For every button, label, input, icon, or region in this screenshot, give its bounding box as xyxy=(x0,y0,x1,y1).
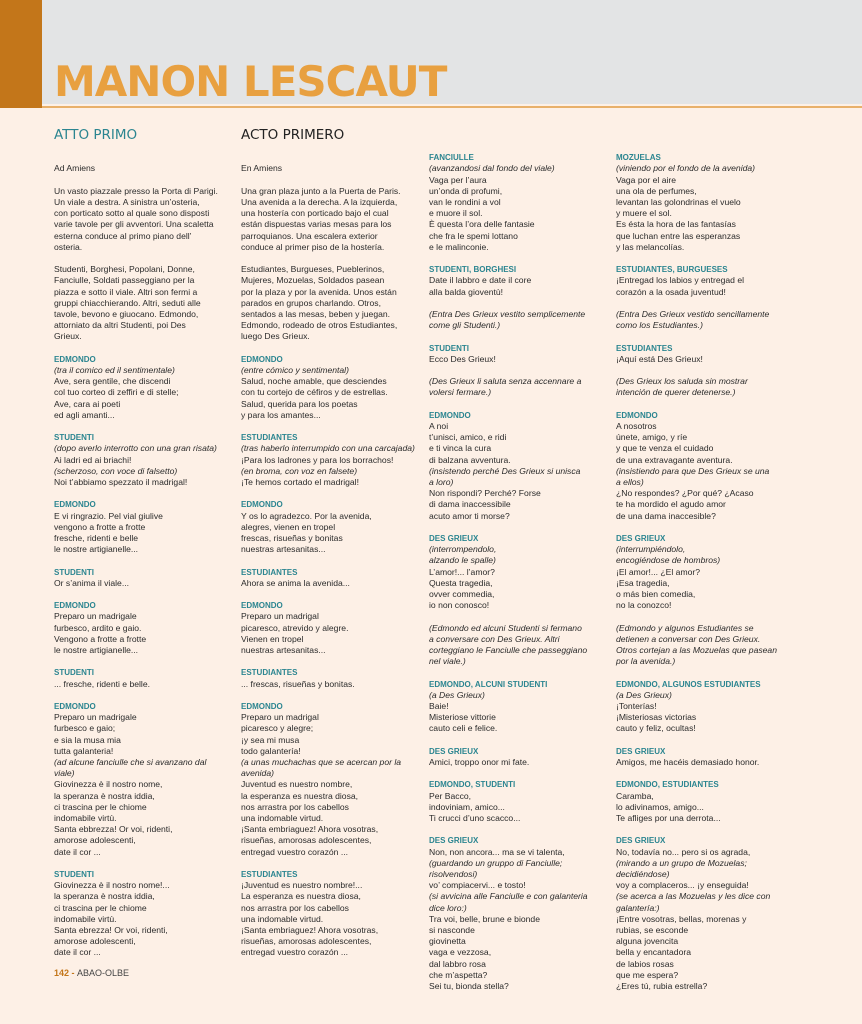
stage-direction: (a unas muchachas que se acercan por la avenida) xyxy=(241,757,402,779)
stage-direction: (ad alcune fanciulle che si avanzano dal viale) xyxy=(54,757,207,779)
verse-text: Amici, troppo onor mi fate. xyxy=(429,757,530,768)
libretto-block xyxy=(54,264,239,342)
stage-direction: (a Des Grieux) xyxy=(429,689,485,700)
speaker-name: EDMONDO, ALGUNOS ESTUDIANTES xyxy=(616,679,761,689)
verse-text: ¡El amor!... ¿El amor? ¡Esa tragedia, o más bien comedia, no la conozco! xyxy=(616,566,701,611)
libretto-block xyxy=(54,163,239,174)
verse-text: ¡Te hemos cortado el madrigal! xyxy=(241,477,359,488)
speaker-name: EDMONDO, STUDENTI xyxy=(429,780,516,790)
verse-text: Ai ladri ed ai briachi! xyxy=(54,454,132,465)
verse-text: ¡Tonterías! ¡Misteriosas victorias cauto y feliz, ocultas! xyxy=(616,701,697,734)
verse-text: Baie! Misteriose vittorie cauto celi e felice. xyxy=(429,701,498,734)
stage-direction: (Entra Des Grieux vestido sencillamente como los Estudiantes.) xyxy=(616,309,770,331)
speaker-name: STUDENTI xyxy=(429,343,469,353)
verse-text: A noi t’unisci, amico, e ridi e ti vinca la cura di balzana avventura. xyxy=(429,421,511,465)
libretto-block xyxy=(616,533,801,611)
libretto-block xyxy=(429,835,614,992)
verse-text: A nosotros únete, amigo, y ríe y que te venza el cuidado de una extravagante aventura. xyxy=(616,421,733,465)
verse-text: ¡Juventud es nuestro nombre!... La esperanza es nuestra diosa, nos arrastra por los cabellos una indomable virtud. ¡Santa embriaguez! Ahora vosotras, risueñas, amorosas adolescentes, entregad vuestro corazón ... xyxy=(241,880,379,958)
libretto-block xyxy=(429,376,614,398)
verse-text: No, todavía no... pero si os agrada, xyxy=(616,846,751,857)
verse-text: Giovinezza è il nostro nome, la speranza è nostra iddia, ci trascina per le chiome indomabile virtù. Santa ebbrezza! Or voi, ridenti, amorose adolescenti, date il cor ... xyxy=(54,779,173,857)
speaker-name: EDMONDO, ESTUDIANTES xyxy=(616,780,719,790)
footer-brand: ABAO-OLBE xyxy=(77,968,130,978)
stage-direction: (viniendo por el fondo de la avenida) xyxy=(616,163,756,174)
page-title: MANON LESCAUT xyxy=(54,57,447,106)
speaker-name: EDMONDO xyxy=(54,702,96,712)
libretto-block xyxy=(54,499,239,555)
verse-text: Ad Amiens xyxy=(54,163,96,174)
speaker-name: DES GRIEUX xyxy=(429,836,479,846)
stage-direction: (insistiendo para que Des Grieux se una a ellos) xyxy=(616,465,770,488)
speaker-name: ESTUDIANTES xyxy=(616,343,673,353)
speaker-name: EDMONDO xyxy=(241,601,283,611)
verse-text: Non, non ancora... ma se vi talenta, xyxy=(429,846,565,857)
libretto-block xyxy=(241,600,426,656)
verse-text: vo’ compiacervi... e tosto! xyxy=(429,880,526,891)
stage-direction: (avanzandosi dal fondo del viale) xyxy=(429,163,555,174)
speaker-name: DES GRIEUX xyxy=(616,534,666,544)
stage-direction: (Entra Des Grieux vestito semplicemente come gli Studenti.) xyxy=(429,309,586,331)
verse-text: Noi t’abbiamo spezzato il madrigal! xyxy=(54,477,188,488)
stage-direction: (entre cómico y sentimental) xyxy=(241,365,349,376)
libretto-block xyxy=(241,567,426,589)
verse-text: ¡Entregad los labios y entregad el corazón a la osada juventud! xyxy=(616,275,745,297)
libretto-block xyxy=(241,499,426,555)
libretto-block xyxy=(429,309,614,331)
corner-block xyxy=(0,0,42,108)
verse-text: Salud, noche amable, que desciendes con tu cortejo de céfiros y de estrellas. Salud, querida para los poetas y para los amantes... xyxy=(241,376,388,420)
speaker-name: STUDENTI xyxy=(54,433,94,443)
stage-direction: (Edmondo ed alcuni Studenti si fermano a conversare con Des Grieux. Altri corteggiano le Fanciulle che passeggiano nel viale.) xyxy=(429,622,588,667)
speaker-name: ESTUDIANTES xyxy=(241,668,298,678)
column-italian-left xyxy=(54,116,239,981)
column-spanish-right xyxy=(616,141,801,1015)
verse-text: Or s’anima il viale... xyxy=(54,577,129,588)
stage-direction: (guardando un gruppo di Fanciulle; risolvendosi) xyxy=(429,857,563,880)
speaker-name: EDMONDO xyxy=(241,500,283,510)
verse-text: Preparo un madrigale furbesco e gaio; e sia la musa mia tutta galanteria! xyxy=(54,712,137,756)
libretto-block xyxy=(54,567,239,589)
column-spanish-left xyxy=(241,116,426,981)
verse-text: Preparo un madrigale furbesco, ardito e gaio. Vengono a frotte a frotte le nostre artigianelle... xyxy=(54,611,147,656)
speaker-name: EDMONDO xyxy=(54,601,96,611)
page-number: 142 xyxy=(54,968,70,978)
libretto-block xyxy=(429,679,614,735)
libretto-block xyxy=(429,410,614,522)
verse-text: ¡Entre vosotras, bellas, morenas y rubias, se esconde alguna jovencita bella y encantadora de labios rosas que me espera? ¿Eres tú, rubia estrella? xyxy=(616,913,747,992)
verse-text: ¡Para los ladrones y para los borrachos! xyxy=(241,454,394,465)
verse-text: Giovinezza è il nostro nome!... la speranza è nostra iddia, ci trascina per le chiome indomabile virtù. Santa ebrezza! Or voi, ridenti, amorose adolescenti, date il cor ... xyxy=(54,880,170,958)
libretto-block xyxy=(241,667,426,689)
verse-text: Vaga por el aire una ola de perfumes, levantan las golondrinas el vuelo y muere el sol. Es ésta la hora de las fantasías que luchan entre las esperanzas y las melancolías. xyxy=(616,174,741,252)
verse-text: Y os lo agradezco. Por la avenida, alegres, vienen en tropel frescas, risueñas y bonitas nuestras artesanitas... xyxy=(241,510,372,555)
verse-text: ... frescas, risueñas y bonitas. xyxy=(241,678,355,689)
stage-direction: (si avvicina alle Fanciulle e con galanteria dice loro:) xyxy=(429,891,588,913)
verse-text: Non rispondi? Perché? Forse di dama inaccessibile acuto amor ti morse? xyxy=(429,488,541,521)
speaker-name: ESTUDIANTES xyxy=(241,567,298,577)
libretto-block xyxy=(616,376,801,398)
stage-direction: (interrumpiéndolo, encogiéndose de hombros) xyxy=(616,544,721,566)
libretto-block xyxy=(54,600,239,656)
stage-direction: (en broma, con voz en falsete) xyxy=(241,465,358,476)
libretto-block xyxy=(241,701,426,858)
libretto-block xyxy=(241,163,426,174)
verse-text: ¿No respondes? ¿Por qué? ¿Acaso te ha mordido el agudo amor de una dama inaccesible? xyxy=(616,488,754,521)
stage-direction: (se acerca a las Mozuelas y les dice con galantería:) xyxy=(616,891,771,913)
verse-text: Preparo un madrigal picaresco, atrevido y alegre. Vienen en tropel nuestras artesanitas... xyxy=(241,611,349,656)
stage-direction: (dopo averlo interrotto con una gran risata) xyxy=(54,443,217,454)
libretto-block xyxy=(616,410,801,522)
verse-text: L’amor!... l’amor? Questa tragedia, ovver commedia, io non conosco! xyxy=(429,566,495,611)
title-rule xyxy=(42,106,862,108)
speaker-name: DES GRIEUX xyxy=(429,534,479,544)
speaker-name: EDMONDO xyxy=(241,702,283,712)
speaker-name: DES GRIEUX xyxy=(429,746,479,756)
speaker-name: ESTUDIANTES, BURGUESES xyxy=(616,265,728,275)
stage-direction: (mirando a un grupo de Mozuelas; decidiéndose) xyxy=(616,857,747,880)
libretto-block xyxy=(429,779,614,824)
speaker-name: STUDENTI xyxy=(54,668,94,678)
stage-direction: (insistendo perché Des Grieux si unisca a loro) xyxy=(429,465,581,488)
libretto-block xyxy=(429,533,614,611)
verse-text: Estudiantes, Burgueses, Pueblerinos, Mujeres, Mozuelas, Soldados pasean por la plaza y por la avenida. Unos están parados en grupos charlando. Otros, sentados a las mesas, beben y juegan. Edmondo, rodeado de otros Estudiantes, luego Des Grieux. xyxy=(241,264,398,342)
stage-direction: (Des Grieux li saluta senza accennare a volersi fermare.) xyxy=(429,376,582,398)
libretto-block xyxy=(616,152,801,253)
libretto-block xyxy=(241,869,426,959)
libretto-block xyxy=(616,343,801,365)
speaker-name: EDMONDO xyxy=(54,500,96,510)
libretto-block xyxy=(54,667,239,689)
libretto-block xyxy=(54,432,239,488)
verse-text: Per Bacco, indoviniam, amico... Ti crucci d’uno scacco... xyxy=(429,790,521,824)
libretto-block xyxy=(616,835,801,992)
stage-direction: (tras haberlo interrumpido con una carcajada) xyxy=(241,443,415,454)
stage-direction: (tra il comico ed il sentimentale) xyxy=(54,365,175,376)
libretto-block xyxy=(241,354,426,421)
libretto-block xyxy=(616,779,801,824)
libretto-block xyxy=(429,343,614,365)
libretto-block xyxy=(616,746,801,768)
libretto-block xyxy=(54,869,239,959)
speaker-name: ESTUDIANTES xyxy=(241,433,298,443)
speaker-name: DES GRIEUX xyxy=(616,836,666,846)
verse-text: ¡Aquí está Des Grieux! xyxy=(616,353,703,364)
libretto-block xyxy=(429,264,614,298)
verse-text: En Amiens xyxy=(241,163,283,174)
speaker-name: FANCIULLE xyxy=(429,153,474,163)
libretto-block xyxy=(429,152,614,253)
stage-direction: (Des Grieux los saluda sin mostrar intención de querer detenerse.) xyxy=(616,376,748,398)
speaker-name: EDMONDO xyxy=(241,354,283,364)
libretto-block xyxy=(54,354,239,421)
verse-text: Studenti, Borghesi, Popolani, Donne, Fanciulle, Soldati passeggiano per la piazza e sotto il viale. Altri son fermi a gruppi chiacchierando. Altri, seduti alle tavole, bevono e giuocano. Edmondo, attorniato da altri Studenti, poi Des Grieux. xyxy=(54,264,201,342)
verse-text: Caramba, lo adivinamos, amigo... Te afliges por una derrota... xyxy=(616,790,721,824)
libretto-block xyxy=(616,264,801,298)
act-heading-italian: ATTO PRIMO xyxy=(54,127,138,144)
verse-text: Una gran plaza junto a la Puerta de Paris. Una avenida a la derecha. A la izquierda, una hostería con porticado bajo el cual están dispuestas varias mesas para los parroquianos. Una escalera exterior conduce al primer piso de la hostería. xyxy=(241,185,401,252)
act-heading-spanish: ACTO PRIMERO xyxy=(241,127,345,144)
libretto-block xyxy=(616,679,801,735)
speaker-name: STUDENTI, BORGHESI xyxy=(429,265,517,275)
verse-text: Ave, sera gentile, che discendi col tuo corteo di zeffiri e di stelle; Ave, cara ai poeti ed agli amanti... xyxy=(54,376,179,420)
stage-direction: (a Des Grieux) xyxy=(616,689,672,700)
speaker-name: DES GRIEUX xyxy=(616,746,666,756)
libretto-block xyxy=(241,432,426,488)
verse-text: ... fresche, ridenti e belle. xyxy=(54,678,151,689)
libretto-block xyxy=(616,309,801,331)
libretto-block xyxy=(241,186,426,253)
verse-text: E vi ringrazio. Pel vial giulive vengono a frotte a frotte fresche, ridenti e belle le nostre artigianelle... xyxy=(54,510,163,555)
libretto-block xyxy=(429,623,614,668)
libretto-block xyxy=(616,623,801,668)
verse-text: Tra voi, belle, brune e bionde si nasconde giovinetta vaga e vezzosa, dal labbro rosa che m’aspetta? Sei tu, bionda stella? xyxy=(429,913,540,992)
speaker-name: EDMONDO, ALCUNI STUDENTI xyxy=(429,679,548,689)
speaker-name: STUDENTI xyxy=(54,567,94,577)
verse-text: Date il labbro e date il core alla balda gioventù! xyxy=(429,275,532,297)
stage-direction: (Edmondo y algunos Estudiantes se detienen a conversar con Des Grieux. Otros cortejan a las Mozuelas que pasean por la avenida.) xyxy=(616,622,777,667)
page-footer xyxy=(54,968,129,978)
column-italian-right xyxy=(429,141,614,1015)
stage-direction: (interrompendolo, alzando le spalle) xyxy=(429,544,497,566)
verse-text: voy a complaceros... ¡y enseguida! xyxy=(616,880,749,891)
verse-text: Juventud es nuestro nombre, la esperanza es nuestra diosa, nos arrastra por los cabellos una indomable virtud. ¡Santa embriaguez! Ahora vosotras, risueñas, amorosas adolescentes, entregad vuestro corazón ... xyxy=(241,779,379,857)
verse-text: Un vasto piazzale presso la Porta di Parigi. Un viale a destra. A sinistra un’osteria, con porticato sotto al quale sono disposti varie tavole per gli avventori. Una scaletta esterna conduce al primo piano dell’ osteria. xyxy=(54,185,218,252)
verse-text: Ahora se anima la avenida... xyxy=(241,577,350,588)
verse-text: Amigos, me hacéis demasiado honor. xyxy=(616,757,760,768)
speaker-name: EDMONDO xyxy=(54,354,96,364)
libretto-block xyxy=(241,264,426,342)
libretto-block xyxy=(429,746,614,768)
footer-separator: - xyxy=(69,968,78,978)
speaker-name: ESTUDIANTES xyxy=(241,870,298,880)
verse-text: Vaga per l’aura un’onda di profumi, van le rondini a vol e muore il sol. È questa l’ora delle fantasie che fra le spemi lottano e le malinconie. xyxy=(429,174,535,252)
verse-text: Preparo un madrigal picaresco y alegre; ¡y sea mi musa todo galantería! xyxy=(241,712,319,756)
verse-text: Ecco Des Grieux! xyxy=(429,353,496,364)
libretto-block xyxy=(54,186,239,253)
speaker-name: EDMONDO xyxy=(429,410,471,420)
speaker-name: EDMONDO xyxy=(616,410,658,420)
speaker-name: STUDENTI xyxy=(54,870,94,880)
speaker-name: MOZUELAS xyxy=(616,153,661,163)
libretto-block xyxy=(54,701,239,858)
stage-direction: (scherzoso, con voce di falsetto) xyxy=(54,465,178,476)
